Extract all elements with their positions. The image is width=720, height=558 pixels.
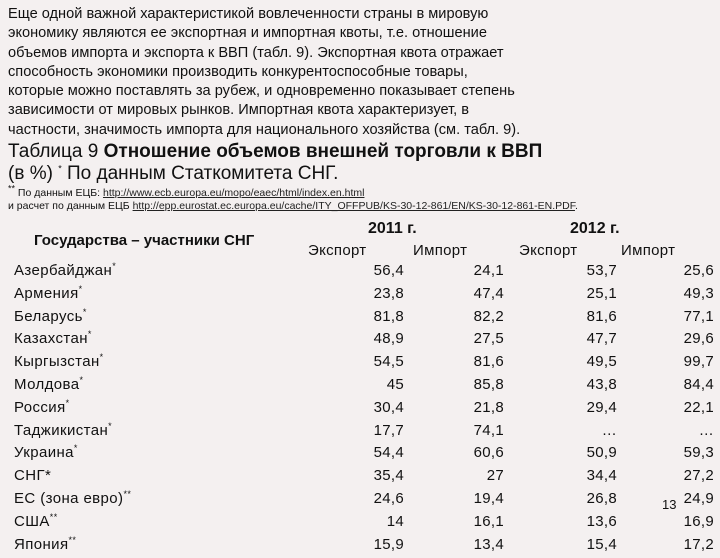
source-mark: * [73, 443, 78, 454]
export-2012-cell: 13,6 [586, 512, 617, 530]
export-2012-cell: 50,9 [586, 444, 617, 462]
country-cell [14, 490, 131, 507]
footnote-ecb [8, 183, 714, 199]
export-2012-cell: 26,8 [586, 489, 617, 507]
import-2012-cell: 25,6 [683, 262, 714, 279]
eurostat-link[interactable]: http://epp.eurostat.ec.europa.eu/cache/ITY_OFFPUB/KS-30-12-861/EN/KS-30-12-861-EN.PDF [132, 200, 575, 212]
export-2012-cell: 53,7 [586, 262, 617, 279]
source-mark: * [99, 352, 104, 363]
table-row [14, 330, 714, 353]
import-2011-cell: 24,1 [473, 262, 504, 279]
export-2011-cell: 45 [386, 375, 404, 393]
country-name: США [14, 512, 50, 530]
export-2011-cell: 54,4 [373, 444, 404, 462]
footnote-end: . [574, 200, 578, 212]
import-2011-cell: 21,8 [473, 398, 504, 416]
export-2012-cell: 29,4 [586, 398, 617, 416]
table-row [14, 308, 714, 331]
footnote-text: и расчет по данным ЕЦБ [8, 200, 133, 212]
country-name: Кыргызстан [14, 353, 100, 371]
export-2012-cell: … [601, 421, 617, 439]
country-name: Россия [14, 398, 66, 416]
source-mark: * [65, 397, 70, 408]
export-2011-cell: 14 [386, 512, 404, 530]
import-2012-cell: 84,4 [683, 375, 714, 393]
table-row [14, 285, 714, 308]
import-2011-cell: 60,6 [473, 444, 504, 462]
country-name: Украина [14, 444, 74, 462]
export-2012-header: Экспорт [519, 242, 578, 259]
import-2012-header: Импорт [621, 242, 676, 259]
table-row [14, 444, 714, 467]
export-2012-cell: 15,4 [586, 535, 617, 553]
import-2012-cell: 59,3 [683, 444, 714, 462]
table-title-line2 [8, 163, 714, 185]
footnote-eurostat [8, 200, 714, 212]
table-row [14, 467, 714, 490]
export-2011-cell: 81,8 [373, 307, 404, 325]
export-2012-cell: 25,1 [586, 284, 617, 302]
table-row [14, 353, 714, 376]
export-2011-cell: 15,9 [373, 535, 404, 553]
export-2012-cell: 34,4 [586, 467, 617, 485]
source-mark: * [82, 306, 87, 317]
import-2011-cell: 82,2 [473, 307, 504, 325]
country-column-header: Государства – участники СНГ [34, 232, 255, 249]
intro-line: способность экономики производить конкурентоспособные товары, [8, 63, 468, 80]
export-2011-cell: 24,6 [373, 489, 404, 507]
import-2011-cell: 16,1 [473, 512, 504, 530]
country-cell [14, 353, 104, 370]
country-name: Азербайджан [14, 262, 113, 279]
export-2011-cell: 54,5 [373, 353, 404, 371]
export-2012-cell: 81,6 [586, 307, 617, 325]
export-2012-cell: 49,5 [586, 353, 617, 371]
table-row [14, 490, 714, 513]
import-2012-cell: 29,6 [683, 330, 714, 348]
table-row [14, 536, 714, 558]
table-title-source: По данным Статкомитета СНГ. [61, 163, 339, 184]
source-mark: ** [49, 511, 58, 522]
import-2011-cell: 81,6 [473, 353, 504, 371]
year-2012-header: 2012 г. [570, 220, 620, 237]
ecb-link[interactable]: http://www.ecb.europa.eu/mopo/eaec/html/index.en.html [102, 187, 365, 199]
year-2011-header: 2011 г. [368, 220, 417, 237]
export-2012-cell: 47,7 [586, 330, 617, 348]
export-2012-cell: 43,8 [586, 375, 617, 393]
import-2012-cell: 24,9 [683, 489, 714, 507]
intro-line: экономику являются ее экспортная и импортная квоты, т.е. отношение [8, 25, 487, 42]
footnote-double-star: ** [8, 183, 16, 194]
source-mark: ** [123, 488, 132, 499]
country-name: СНГ* [14, 467, 52, 485]
footnote-text: По данным ЕЦБ: [15, 187, 103, 199]
intro-line: Еще одной важной характеристикой вовлеченности страны в мировую [8, 6, 489, 22]
table-title-unit: (в %) [8, 163, 59, 184]
source-mark: * [79, 374, 84, 385]
import-2012-cell: 16,9 [683, 512, 714, 530]
import-2011-header: Импорт [413, 242, 468, 259]
table-title [8, 141, 714, 185]
intro-paragraph [8, 5, 714, 140]
import-2011-cell: 85,8 [473, 375, 504, 393]
country-cell [14, 399, 70, 416]
country-cell [14, 467, 51, 484]
import-2011-cell: 47,4 [473, 284, 504, 302]
export-2011-cell: 30,4 [373, 398, 404, 416]
source-mark: * [108, 420, 113, 431]
country-cell [14, 422, 112, 439]
import-2011-cell: 19,4 [473, 489, 504, 507]
source-mark: * [87, 329, 92, 340]
country-cell [14, 330, 92, 347]
export-2011-cell: 17,7 [373, 421, 404, 439]
country-cell [14, 262, 116, 279]
country-name: Таджикистан [14, 421, 109, 439]
country-cell [14, 513, 58, 530]
import-2012-cell: 22,1 [683, 398, 714, 416]
import-2012-cell: 27,2 [683, 467, 714, 485]
table-title-line1 [8, 141, 714, 163]
table-row [14, 399, 714, 422]
country-name: Казахстан [14, 330, 88, 348]
intro-line: частности, значимость импорта для национального хозяйства (см. табл. 9). [8, 121, 521, 138]
country-name: Япония [14, 535, 69, 553]
import-2011-cell: 74,1 [473, 421, 504, 439]
import-2012-cell: 17,2 [683, 535, 714, 553]
import-2011-cell: 13,4 [473, 535, 504, 553]
export-2011-cell: 35,4 [373, 467, 404, 485]
import-2012-cell: … [698, 421, 714, 439]
table-title-bold: Отношение объемов внешней торговли к ВВП [103, 141, 543, 162]
export-2011-header: Экспорт [308, 242, 367, 259]
table-body [14, 262, 714, 558]
table-row [14, 422, 714, 445]
page-number: 13 [662, 497, 677, 512]
source-mark: * [112, 261, 117, 271]
country-name: ЕС (зона евро) [14, 489, 124, 507]
table-row [14, 262, 714, 285]
table-title-prefix: Таблица 9 [8, 141, 104, 162]
country-cell [14, 536, 76, 553]
country-name: Беларусь [14, 307, 83, 325]
country-name: Армения [14, 284, 79, 302]
intro-line: зависимости от мировых рынков. Импортная квота характеризует, в [8, 102, 470, 119]
source-mark: ** [68, 534, 77, 545]
import-2011-cell: 27 [486, 467, 504, 485]
country-cell [14, 308, 87, 325]
import-2012-cell: 49,3 [683, 284, 714, 302]
table-row [14, 376, 714, 399]
country-name: Молдова [14, 375, 80, 393]
import-2012-cell: 99,7 [683, 353, 714, 371]
intro-line: которые можно поставлять за рубеж, и одновременно показывает степень [8, 83, 515, 100]
table-row [14, 513, 714, 536]
footnote-star: * [58, 163, 62, 174]
export-2011-cell: 23,8 [373, 284, 404, 302]
import-2012-cell: 77,1 [683, 307, 714, 325]
country-cell [14, 444, 78, 461]
import-2011-cell: 27,5 [473, 330, 504, 348]
country-cell [14, 376, 83, 393]
intro-line: объемов импорта и экспорта к ВВП (табл. 9). Экспортная квота отражает [8, 44, 504, 61]
export-2011-cell: 56,4 [373, 262, 404, 279]
export-2011-cell: 48,9 [373, 330, 404, 348]
source-mark: * [78, 283, 83, 294]
country-cell [14, 285, 83, 302]
